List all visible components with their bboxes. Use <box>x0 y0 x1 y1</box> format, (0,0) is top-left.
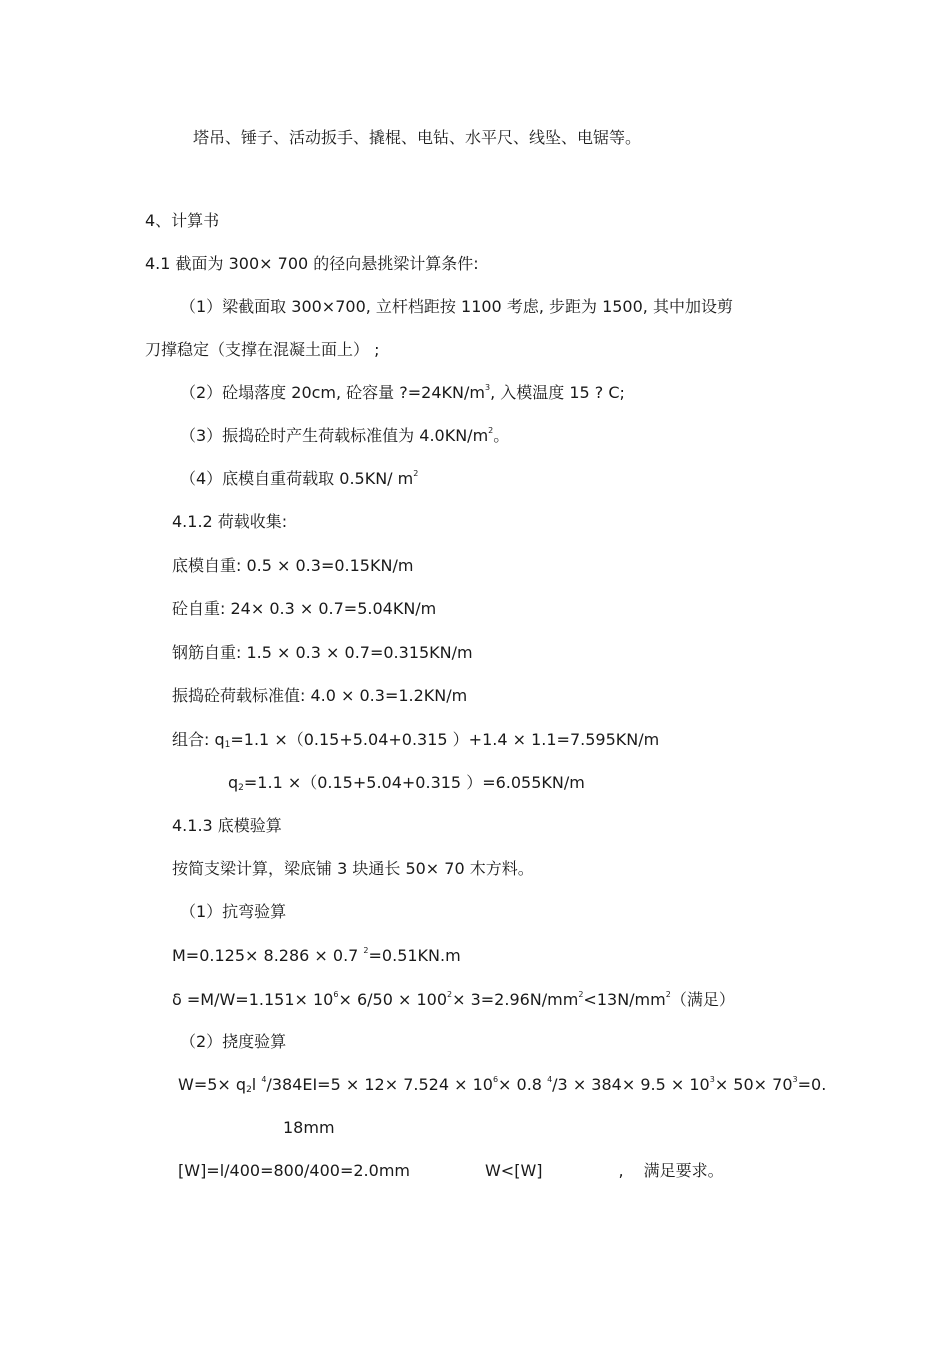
stress-formula: $\delta =M/W=1.151\times 10^6\times 6/50 \times 100^2\times 3=2.96N/mm^2<13N/mm^2$（满足） <box>172 989 735 1009</box>
moment-formula: M=0.125× 8.286 × 0.7 $^2$=0.51KN.m <box>172 945 461 965</box>
condition-1-line-2: 刀撑稳定（支撑在混凝土面上） ; <box>145 340 380 359</box>
deflection-check-title: （2）挠度验算 <box>180 1032 287 1051</box>
load-concrete-weight: 砼自重: 24× 0.3 × 0.7=5.04KN/m <box>172 599 437 618</box>
section-heading-4-1-2: 4.1.2 荷载收集: <box>172 512 288 531</box>
load-rebar-weight: 钢筋自重: 1.5 × 0.3 × 0.7=0.315KN/m <box>172 643 473 662</box>
allowable-deflection: [W]=l/400=800/400=2.0mm W<[W] , 满足要求。 <box>178 1161 724 1180</box>
load-formwork-weight: 底模自重: 0.5 × 0.3=0.15KN/m <box>172 556 414 575</box>
calculation-intro: 按简支梁计算，梁底铺 3 块通长 50× 70 木方料。 <box>172 859 534 878</box>
condition-2: （2）砼塌落度 20cm, 砼容量 $?=24KN/m^3$, 入模温度 15 ? C; <box>180 382 625 402</box>
condition-4: （4）底模自重荷载取 0.5KN/ $m^2$ <box>180 468 419 488</box>
combination-q2: $q_2=1.1 \times(0.15+5.04+0.315$ ）=6.055KN/m <box>228 773 585 793</box>
section-heading-4: 4、计算书 <box>145 211 220 230</box>
bending-check-title: （1）抗弯验算 <box>180 902 287 921</box>
condition-3: （3）振捣砼时产生荷载标准值为 $4.0KN/m^2$。 <box>180 425 510 445</box>
condition-1-line-1: （1）梁截面取 300×700, 立杆档距按 1100 考虑, 步距为 1500, 其中加设剪 <box>180 297 733 316</box>
tools-line: 塔吊、锤子、活动扳手、撬棍、电钻、水平尺、线坠、电锯等。 <box>193 128 642 147</box>
combination-q1: 组合: $q_1=1.1 \times(0.15+5.04+0.315$ ）+1.4 × 1.1=7.595KN/m <box>172 730 660 750</box>
section-heading-4-1-3: 4.1.3 底模验算 <box>172 816 282 835</box>
section-heading-4-1: 4.1 截面为 300× 700 的径向悬挑梁计算条件: <box>145 254 479 273</box>
deflection-result: 18mm <box>283 1118 335 1137</box>
deflection-formula: $W=5\times q_2l$ $^4/384EI=5 \times 12\times 7.524 \times 10^6\times 0.8$ $^4/3 \times 384\times 9.5 \times 10^3\times 50\times 70^3=0$. <box>178 1074 827 1095</box>
load-vibration: 振捣砼荷载标准值: 4.0 × 0.3=1.2KN/m <box>172 686 468 705</box>
